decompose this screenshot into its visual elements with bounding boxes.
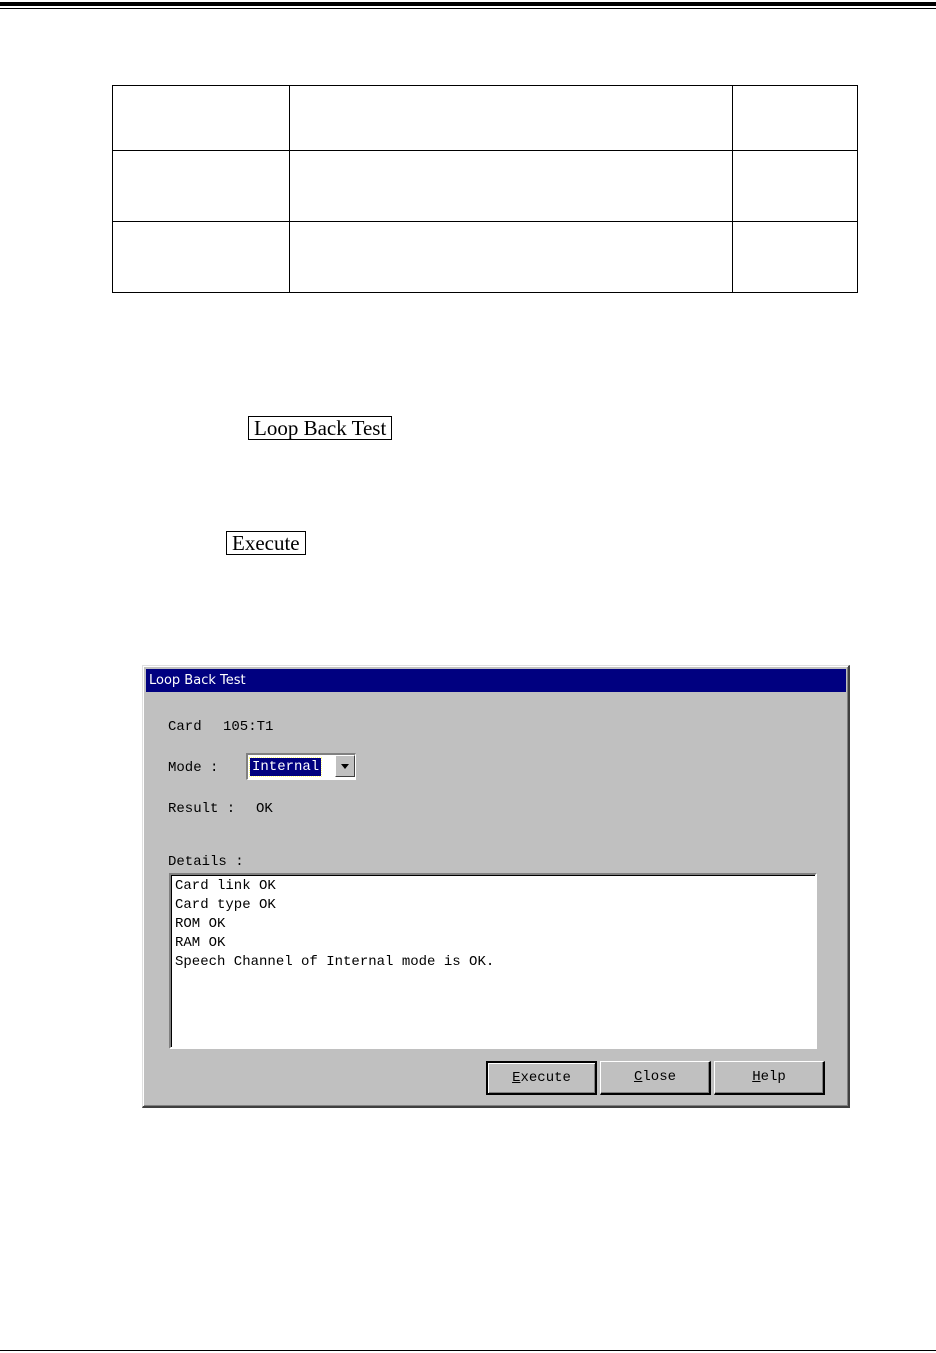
execute-boxed-label: Execute	[226, 531, 306, 555]
execute-button[interactable]	[486, 1061, 597, 1095]
card-label: Card	[168, 719, 202, 735]
details-line: Speech Channel of Internal mode is OK.	[175, 954, 495, 970]
close-button-mnemonic: C	[633, 1069, 643, 1085]
table-cell	[113, 222, 290, 293]
table-cell	[733, 151, 858, 222]
table-cell	[290, 222, 733, 293]
help-button-label: elp	[760, 1069, 786, 1085]
close-button-label: lose	[642, 1069, 676, 1085]
card-value: 105:T1	[223, 719, 274, 735]
table-row	[113, 86, 858, 151]
help-button-mnemonic: H	[752, 1069, 761, 1085]
details-line: RAM OK	[175, 935, 226, 951]
chevron-down-icon	[341, 764, 349, 769]
table-row	[113, 222, 858, 293]
execute-button-label: xecute	[520, 1070, 571, 1086]
mode-label: Mode :	[168, 760, 219, 776]
footer-rule	[0, 1350, 936, 1351]
loop-back-test-boxed-label: Loop Back Test	[248, 416, 392, 440]
details-line: Card type OK	[175, 897, 276, 913]
mode-select-value: Internal	[252, 759, 320, 775]
result-label: Result :	[168, 801, 236, 817]
help-button[interactable]	[714, 1061, 825, 1095]
table-cell	[113, 151, 290, 222]
details-label: Details :	[168, 854, 244, 870]
details-textarea[interactable]	[169, 873, 817, 1049]
details-line: Card link OK	[175, 878, 276, 894]
loop-back-test-dialog	[142, 665, 850, 1108]
table-cell	[113, 86, 290, 151]
mode-select[interactable]	[246, 753, 356, 780]
header-rule-thin	[0, 8, 936, 9]
close-button[interactable]	[600, 1061, 711, 1095]
table-row	[113, 151, 858, 222]
header-rule-thick	[0, 2, 936, 6]
result-value: OK	[256, 801, 273, 817]
dialog-titlebar[interactable]: Loop Back Test	[146, 669, 846, 692]
table-cell	[733, 222, 858, 293]
table-cell	[290, 151, 733, 222]
mode-dropdown-button[interactable]	[335, 755, 355, 777]
table-cell	[733, 86, 858, 151]
table-cell	[290, 86, 733, 151]
execute-button-mnemonic: E	[512, 1070, 521, 1086]
document-table	[112, 85, 858, 293]
details-line: ROM OK	[175, 916, 226, 932]
